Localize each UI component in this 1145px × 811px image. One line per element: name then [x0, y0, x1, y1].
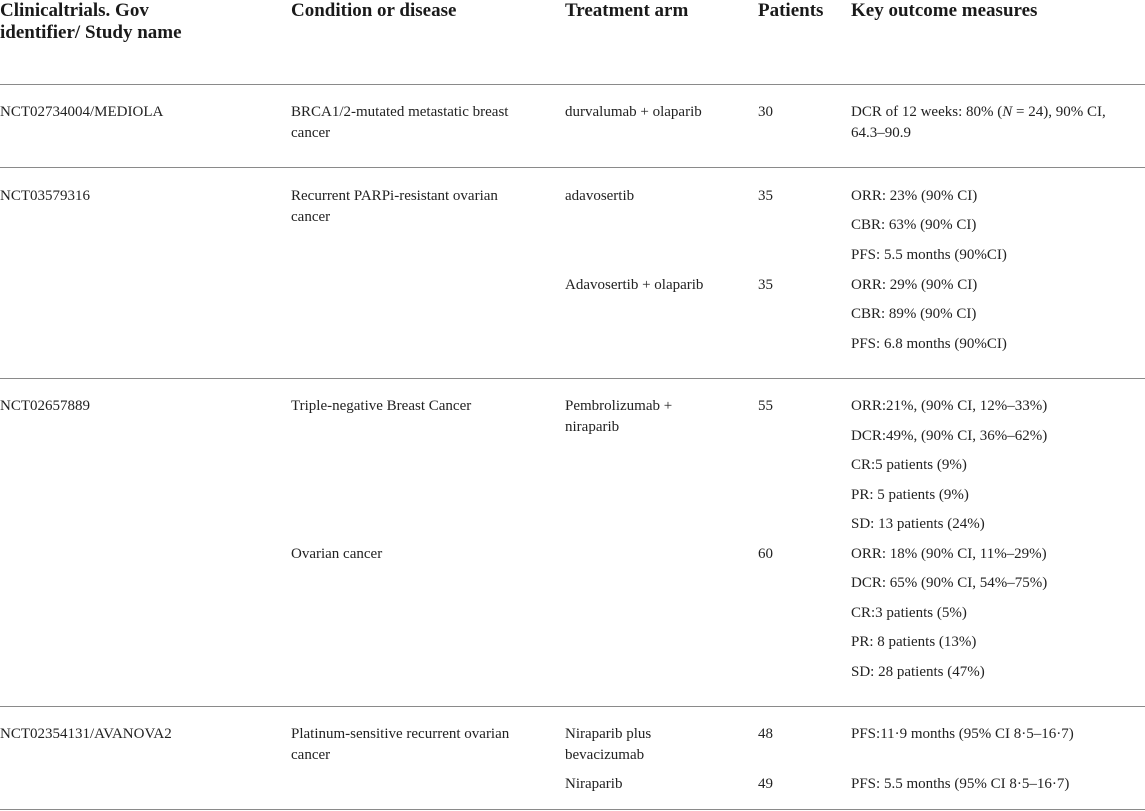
row-divider: [0, 378, 1145, 379]
row-outcome: ORR: 18% (90% CI, 11%–29%): [851, 546, 1047, 562]
row-outcome: CBR: 63% (90% CI): [851, 217, 977, 233]
row-divider: [0, 706, 1145, 707]
header-treatment: Treatment arm: [565, 0, 689, 21]
row-treatment: Adavosertib + olaparib: [565, 277, 704, 293]
row-patients: 30: [758, 104, 773, 120]
row-treatment: Niraparib: [565, 776, 623, 792]
row-treatment: adavosertib: [565, 188, 635, 204]
row-condition-line: BRCA1/2-mutated metastatic breast: [291, 104, 509, 120]
row-condition-line: Platinum-sensitive recurrent ovarian: [291, 726, 510, 742]
row-condition-line: cancer: [291, 747, 331, 763]
row-patients: 55: [758, 398, 773, 414]
row-outcome: PR: 5 patients (9%): [851, 487, 969, 503]
row-outcome: CR:3 patients (5%): [851, 605, 967, 621]
row-treatment: durvalumab + olaparib: [565, 104, 702, 120]
row-identifier: NCT02657889: [0, 398, 90, 414]
row-condition: Ovarian cancer: [291, 546, 383, 562]
row-condition: Triple-negative Breast Cancer: [291, 398, 472, 414]
row-patients: 49: [758, 776, 773, 792]
row-condition-line: cancer: [291, 125, 331, 141]
row-patients: 48: [758, 726, 773, 742]
row-outcome: CBR: 89% (90% CI): [851, 306, 977, 322]
row-patients: 35: [758, 188, 773, 204]
row-outcome: ORR: 23% (90% CI): [851, 188, 978, 204]
row-treatment-line: Niraparib plus: [565, 726, 652, 742]
header-divider: [0, 84, 1145, 85]
row-outcome: DCR: 65% (90% CI, 54%–75%): [851, 575, 1048, 591]
header-condition: Condition or disease: [291, 0, 457, 21]
row-identifier: NCT03579316: [0, 188, 90, 204]
row-divider: [0, 167, 1145, 168]
row-outcome: SD: 28 patients (47%): [851, 664, 985, 680]
row-treatment-line: bevacizumab: [565, 747, 645, 763]
row-patients: 35: [758, 277, 773, 293]
row-outcome: PFS: 6.8 months (90%CI): [851, 336, 1007, 352]
row-outcome: CR:5 patients (9%): [851, 457, 967, 473]
row-condition-line: Recurrent PARPi-resistant ovarian: [291, 188, 498, 204]
row-treatment-line: Pembrolizumab +: [565, 398, 673, 414]
row-outcome: ORR: 29% (90% CI): [851, 277, 978, 293]
row-outcome: ORR:21%, (90% CI, 12%–33%): [851, 398, 1048, 414]
row-treatment-line: niraparib: [565, 419, 620, 435]
row-condition-line: cancer: [291, 209, 331, 225]
row-outcome: PFS: 5.5 months (90%CI): [851, 247, 1007, 263]
header-outcomes: Key outcome measures: [851, 0, 1038, 21]
row-outcome-line: DCR of 12 weeks: 80% (N = 24), 90% CI,: [851, 104, 1106, 120]
header-patients: Patients: [758, 0, 824, 21]
row-outcome-line: 64.3–90.9: [851, 125, 911, 141]
row-outcome: DCR:49%, (90% CI, 36%–62%): [851, 428, 1048, 444]
row-outcome: PFS:11·9 months (95% CI 8·5–16·7): [851, 726, 1074, 742]
table-bottom-rule: [0, 809, 1145, 810]
row-outcome: PFS: 5.5 months (95% CI 8·5–16·7): [851, 776, 1070, 792]
row-outcome: PR: 8 patients (13%): [851, 634, 977, 650]
header-identifier: Clinicaltrials. Gov identifier/ Study name: [0, 0, 182, 43]
row-identifier: NCT02734004/MEDIOLA: [0, 104, 164, 120]
row-outcome: SD: 13 patients (24%): [851, 516, 985, 532]
row-patients: 60: [758, 546, 773, 562]
row-identifier: NCT02354131/AVANOVA2: [0, 726, 172, 742]
